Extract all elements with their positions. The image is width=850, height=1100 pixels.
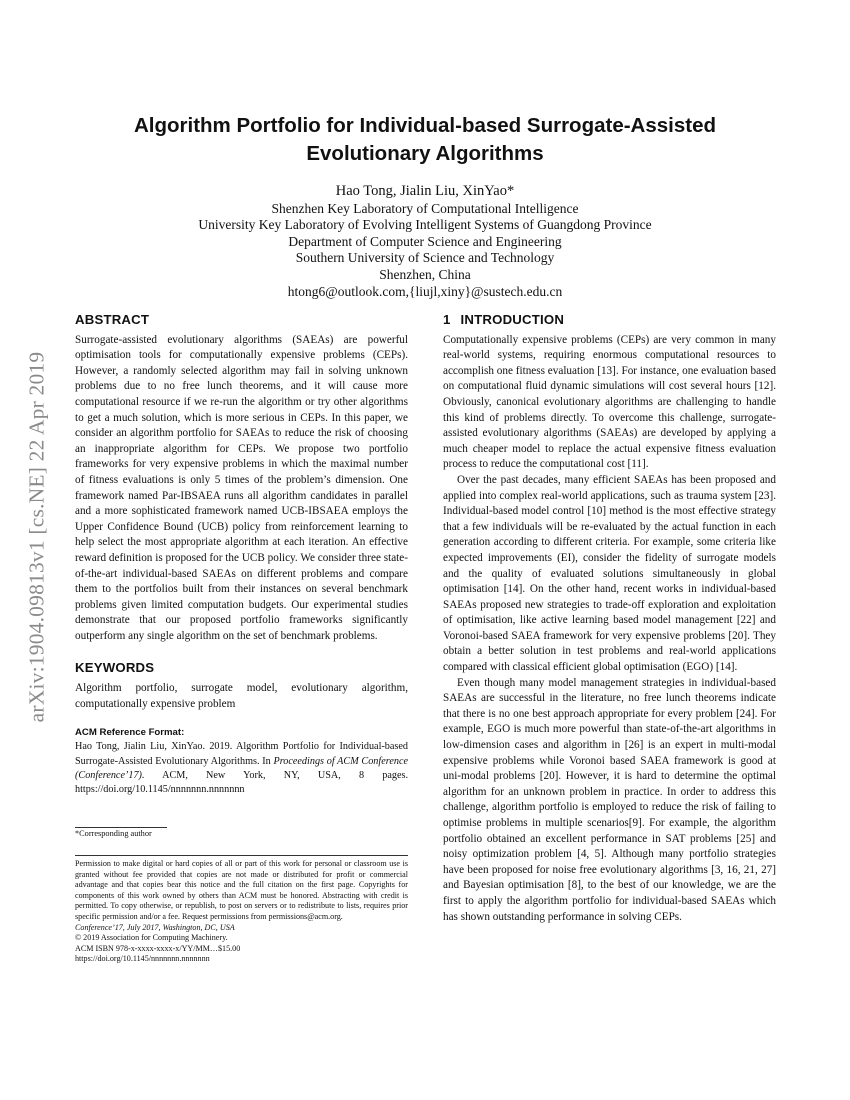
affiliation-line: Shenzhen Key Laboratory of Computational Intelligence: [271, 200, 579, 216]
paper-title: Algorithm Portfolio for Individual-based Surrogate-Assisted Evolutionary Algorithms: [133, 114, 717, 165]
abstract-text: Surrogate-assisted evolutionary algorithms (SAEAs) are powerful optimisation tools for computationally expensive problems (CEPs). However, a randomly selected algorithm may fail in solving unknown problems due to no free lunch theorems, and it will cause more computational resource if we re-run the algorithm or try other algorithms to get a much solution, which is more serious in CEPs. In this paper, we consider an algorithm portfolio for SAEAs to reduce the risk of choosing an inappropriate algorithm for CEPs. We propose two portfolio frameworks for very expensive problems in which the maximal number of fitness evaluations is only 5 times of the problem’s dimension. One framework named Par-IBSAEA runs all algorithm candidates in parallel and a more sophisticated framework named UCB-IBSAEA employs the Upper Confidence Bound (UCB) policy from reinforcement learning to help select the most appropriate algorithm at each iteration. An effective reward definition is proposed for the UCB policy. We consider three state-of-the-art individual-based SAEAs on different problems and compare them to the portfolios built from their instances on several benchmark problems given limited computation budgets. Our experimental studies demonstrate that our proposed portfolio frameworks significantly outperform any single algorithm on the set of benchmark problems.: [75, 333, 408, 642]
intro-paragraph: Over the past decades, many efficient SAEAs has been proposed and applied into complex real-world applications, such as trauma system [23]. Individual-based model control [10] method is the most effective strategy that a few individuals will be re-evaluated by the actual function in each generation according to different criteria. For example, some criteria like expected improvements (EI), consider the fidelity of surrogate models and the quality of evaluated solutions simultaneously in global optimisation [14]. On the other hand, recent works in individual-based SAEAs proposed new strategies to trade-off exploration and exploitation of optimisation, like active learning based model management [22] and Voronoi-based SAEA framework for very expensive problems [20]. They obtain a better solution in test problems and real-world applications compared with classical efficient global optimisation (EGO) [14].: [443, 473, 776, 674]
affiliation-line: Department of Computer Science and Engineering: [288, 233, 562, 249]
doi-line[interactable]: https://doi.org/10.1145/nnnnnnn.nnnnnnn: [75, 954, 210, 964]
author-block: [75, 183, 775, 300]
acm-reference: [75, 726, 408, 797]
keywords-heading: KEYWORDS: [75, 660, 155, 676]
permission-divider: [75, 855, 408, 856]
author-emails: htong6@outlook.com,{liujl,xiny}@sustech.edu.cn: [287, 283, 563, 299]
right-column: [443, 312, 776, 925]
keywords-text: Algorithm portfolio, surrogate model, evolutionary algorithm, computationally expensive problem: [75, 682, 408, 710]
acm-reference-label: ACM Reference Format:: [75, 727, 185, 739]
affiliation-line: Shenzhen, China: [379, 266, 471, 282]
abstract-heading: ABSTRACT: [75, 312, 150, 327]
section-title: INTRODUCTION: [460, 312, 565, 327]
acm-reference-citation: Hao Tong, Jialin Liu, XinYao. 2019. Algorithm Portfolio for Individual-based Surrogate-Assisted Evolutionary Algorithms. In: [75, 741, 408, 767]
permission-text: Permission to make digital or hard copies of all or part of this work for personal or classroom use is granted without fee provided that copies are not made or distributed for profit or commercial advantage and that copies bear this notice and the full citation on the first page. Copyrights for components of this work owned by others than ACM must be honored. Abstracting with credit is permitted. To copy otherwise, or republish, to post on servers or to redistribute to lists, requires prior specific permission and/or a fee. Request permissions from permissions@acm.org.: [75, 859, 408, 921]
section-number: 1: [443, 312, 451, 327]
conference-line: Conference’17, July 2017, Washington, DC, USA: [75, 922, 235, 932]
arxiv-identifier-text: arXiv:1904.09813v1 [cs.NE] 22 Apr 2019: [24, 351, 49, 723]
copyright-line: © 2019 Association for Computing Machinery.: [75, 933, 228, 943]
affiliation-line: University Key Laboratory of Evolving Intelligent Systems of Guangdong Province: [198, 217, 652, 233]
intro-paragraph: Computationally expensive problems (CEPs) are very common in many real-world systems, requiring enormous computational resources to accomplish one fitness evaluation [13]. For instance, one evaluation based on computational fluid dynamic simulations will cost several hours [12]. Obviously, canonical evolutionary algorithms are challenging to handle this kind of problems directly. To overcome this challenge, surrogate-assisted evolutionary algorithms (SAEAs) are developed by applying a much cheaper model to replace the actual expensive fitness evaluation process to reduce the computational cost [11].: [443, 333, 776, 471]
permission-block: [75, 859, 408, 965]
introduction-heading: [443, 312, 776, 328]
arxiv-identifier: [22, 292, 52, 782]
left-column: [75, 312, 408, 797]
acm-reference-doi[interactable]: ACM, New York, NY, USA, 8 pages. https://doi.org/10.1145/nnnnnnn.nnnnnnn: [75, 769, 408, 796]
affiliation-line: Southern University of Science and Technology: [295, 250, 555, 266]
footnote-divider: [75, 827, 167, 828]
acm-reference-proceedings: Proceedings of ACM Conference (Conference’17).: [75, 755, 408, 781]
acm-reference-text: [75, 740, 408, 797]
isbn-line: ACM ISBN 978-x-xxxx-xxxx-x/YY/MM…$15.00: [75, 943, 241, 953]
intro-paragraph: Even though many model management strategies in individual-based SAEAs are successful in the literature, no free lunch theorems indicate that there is no one best approach appropriate for every problem [24]. For example, EGO is much more powerful than state-of-the-art algorithms in low-dimension cases and algorithm in [26] is an expert in multi-modal expensive problems while Voronoi based SAEA framework is good at uni-modal problems [20]. However, it is hard to determine the optimal algorithm for an unknown problem in practice. In order to address this challenge, algorithm portfolio is employed to reduce the risk of failing to optimise problems in multiple scenarios[9]. For example, the algorithm portfolio obtained an excellent performance in SAT problems [25] and noisy optimization problem [4, 5]. Although many portfolio strategies have been proposed for noise free evolutionary algorithms [3, 16, 21, 27] and Bayesian optimisation [8], to the best of our knowledge, we are the first to apply the algorithm portfolio for individual-based SAEAs which has shown outstanding performance in solving CEPs.: [443, 676, 776, 923]
footnote: *Corresponding author: [75, 829, 152, 838]
author-names: Hao Tong, Jialin Liu, XinYao*: [335, 183, 515, 199]
